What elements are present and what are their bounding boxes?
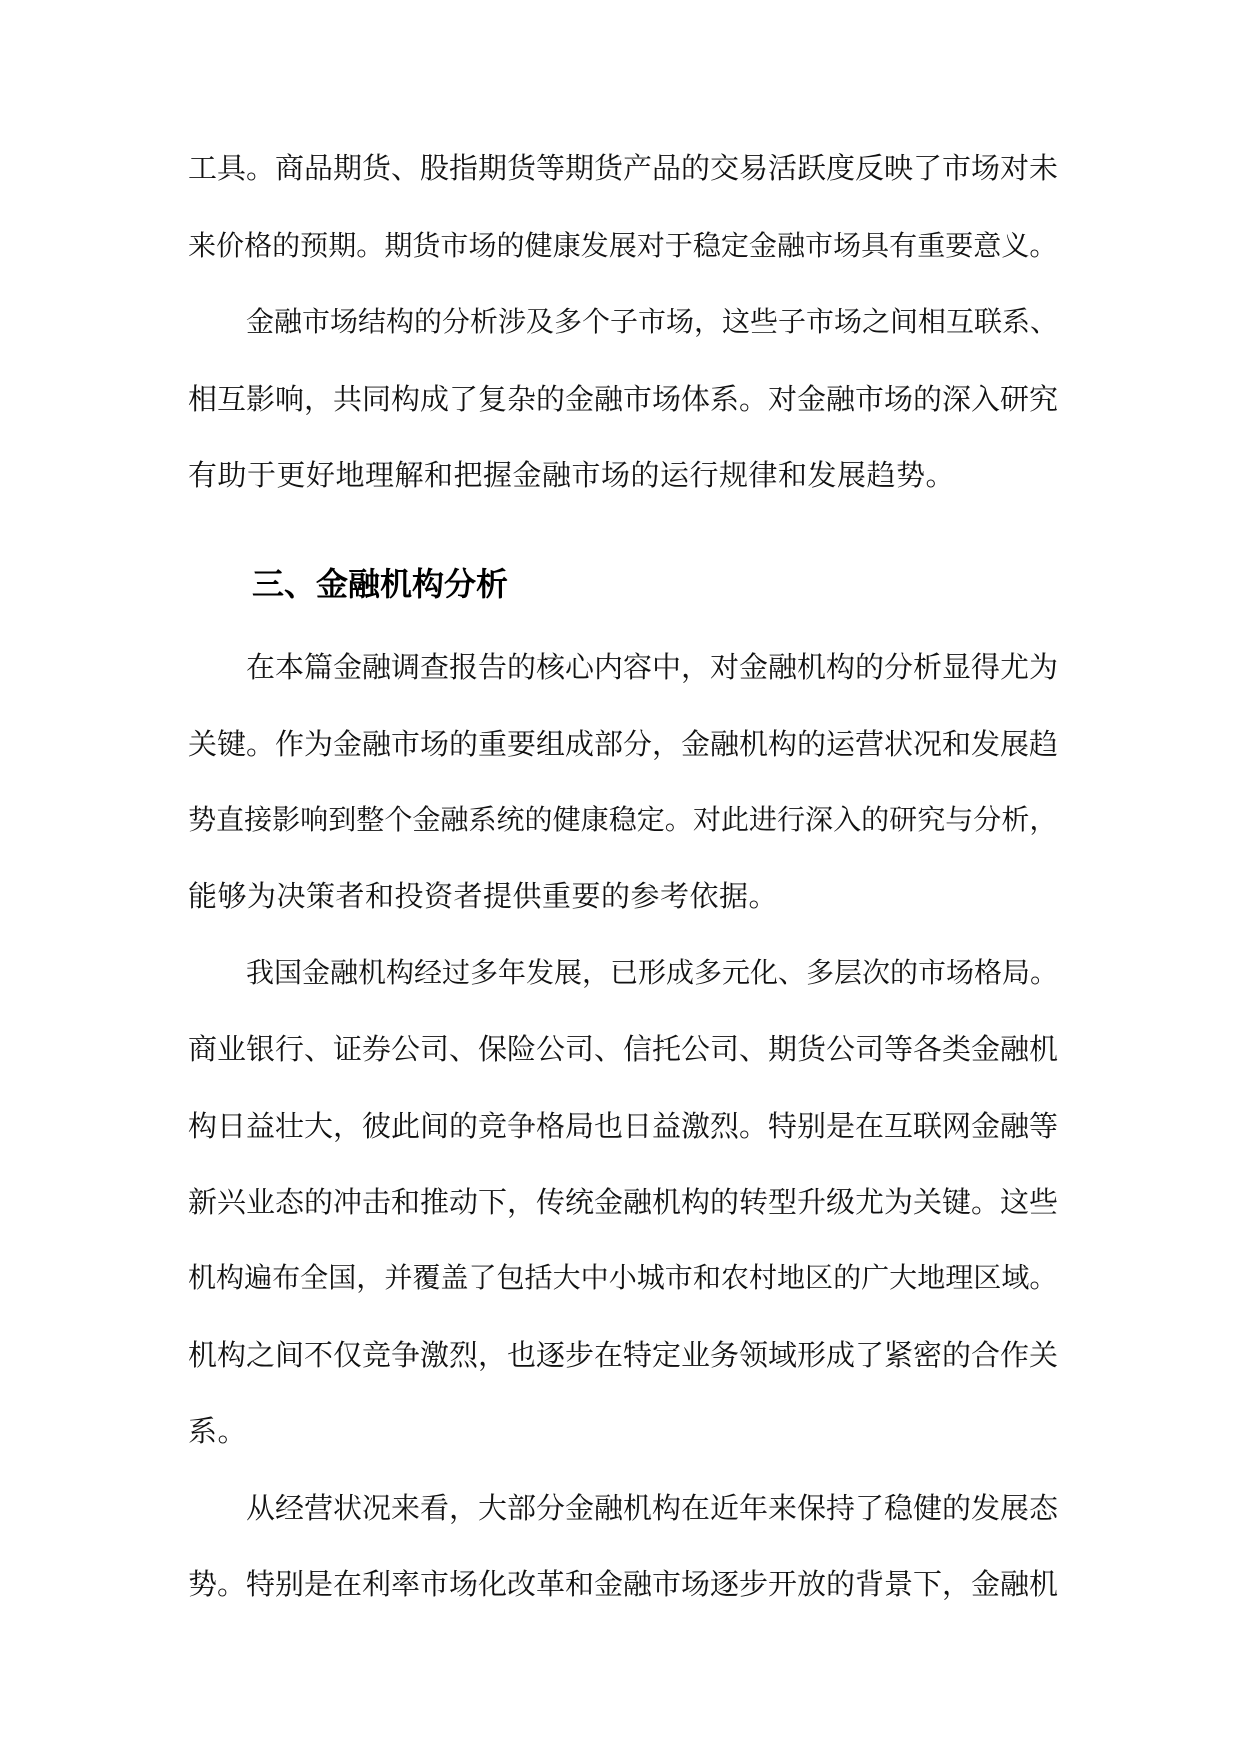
- paragraph-line: 机构遍布全国，并覆盖了包括大中小城市和农村地区的广大地理区域。: [188, 1261, 1058, 1294]
- paragraph-line: 关键。作为金融市场的重要组成部分，金融机构的运营状况和发展趋: [188, 727, 1059, 761]
- paragraph-line: 从经营状况来看，大部分金融机构在近年来保持了稳健的发展态: [246, 1491, 1059, 1525]
- paragraph-line: 构日益壮大，彼此间的竞争格局也日益激烈。特别是在互联网金融等: [188, 1109, 1059, 1143]
- paragraph-line: 商业银行、证券公司、保险公司、信托公司、期货公司等各类金融机: [188, 1032, 1059, 1066]
- paragraph-line: 机构之间不仅竞争激烈，也逐步在特定业务领域形成了紧密的合作关: [188, 1338, 1059, 1372]
- paragraph-line: 新兴业态的冲击和推动下，传统金融机构的转型升级尤为关键。这些: [188, 1185, 1059, 1219]
- paragraph-line: 势直接影响到整个金融系统的健康稳定。对此进行深入的研究与分析，: [188, 803, 1058, 836]
- paragraph-line: 有助于更好地理解和把握金融市场的运行规律和发展趋势。: [188, 458, 956, 492]
- paragraph-line: 我国金融机构经过多年发展，已形成多元化、多层次的市场格局。: [246, 956, 1059, 989]
- paragraph-line: 金融市场结构的分析涉及多个子市场，这些子市场之间相互联系、: [246, 305, 1059, 338]
- paragraph-line: 工具。商品期货、股指期货等期货产品的交易活跃度反映了市场对未: [188, 151, 1059, 185]
- paragraph-line: 势。特别是在利率市场化改革和金融市场逐步开放的背景下，金融机: [188, 1567, 1059, 1601]
- paragraph-line: 在本篇金融调查报告的核心内容中，对金融机构的分析显得尤为: [246, 650, 1059, 684]
- section-heading: 三、金融机构分析: [252, 565, 509, 603]
- paragraph-line: 相互影响，共同构成了复杂的金融市场体系。对金融市场的深入研究: [188, 382, 1059, 416]
- paragraph-line: 系。: [188, 1414, 248, 1448]
- paragraph-line: 能够为决策者和投资者提供重要的参考依据。: [188, 879, 779, 913]
- paragraph-line: 来价格的预期。期货市场的健康发展对于稳定金融市场具有重要意义。: [188, 229, 1058, 262]
